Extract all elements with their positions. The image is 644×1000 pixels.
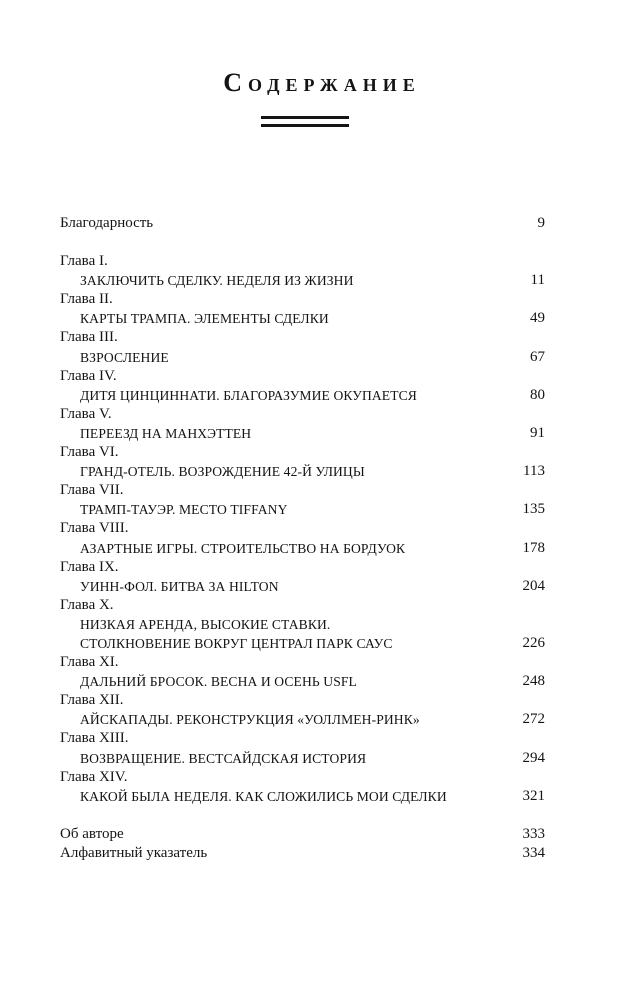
toc-entry-front-page-number: 9 — [537, 215, 545, 231]
toc-spacer — [60, 806, 545, 825]
toc-chapter-title-label: НИЗКАЯ АРЕНДА, ВЫСОКИЕ СТАВКИ. — [80, 616, 331, 632]
toc-chapter-number[interactable] — [60, 558, 545, 577]
toc-chapter-title-label: ТРАМП-ТАУЭР. МЕСТО TIFFANY — [80, 502, 288, 518]
toc-chapter-title-page-number: 248 — [522, 673, 545, 690]
toc-chapter-title-label: КАРТЫ ТРАМПА. ЭЛЕМЕНТЫ СДЕЛКИ — [80, 311, 329, 327]
toc-chapter-title[interactable] — [60, 386, 545, 405]
toc-chapter-number-label: Глава VII. — [60, 482, 124, 499]
toc-chapter-number-label: Глава X. — [60, 596, 114, 613]
toc-chapter-number-label: Глава VI. — [60, 444, 119, 461]
toc-chapter-number[interactable] — [60, 519, 545, 538]
toc-chapter-title[interactable] — [60, 539, 545, 558]
toc-chapter-number-label: Глава IV. — [60, 367, 117, 384]
toc-chapter-number[interactable] — [60, 691, 545, 710]
toc-chapter-title[interactable] — [60, 462, 545, 481]
toc-chapter-number-label: Глава I. — [60, 253, 108, 270]
toc-chapter-title[interactable] — [60, 672, 545, 691]
toc-chapter-title-page-number: 294 — [522, 749, 545, 766]
toc-chapter-title-label: ДАЛЬНИЙ БРОСОК. ВЕСНА И ОСЕНЬ USFL — [80, 674, 357, 690]
toc-chapter-title-page-number: 80 — [530, 386, 545, 403]
toc-chapter-number-label: Глава XIII. — [60, 730, 129, 747]
toc-entry-front-label: Благодарность — [60, 215, 154, 231]
toc-spacer — [60, 233, 545, 252]
toc-chapter-title[interactable] — [60, 348, 545, 367]
toc-entry-front[interactable] — [60, 214, 545, 233]
toc-chapter-title-page-number: 135 — [522, 501, 545, 518]
toc-entry-back[interactable] — [60, 825, 545, 844]
toc-chapter-title-label: АЗАРТНЫЕ ИГРЫ. СТРОИТЕЛЬСТВО НА БОРДУОК — [80, 540, 406, 556]
toc-chapter-title-label: ЗАКЛЮЧИТЬ СДЕЛКУ. НЕДЕЛЯ ИЗ ЖИЗНИ — [80, 273, 354, 289]
toc-chapter-title-page-number: 67 — [530, 348, 545, 365]
toc-chapter-title[interactable] — [60, 634, 545, 653]
toc-chapter-title-page-number: 49 — [530, 310, 545, 327]
toc-chapter-number[interactable] — [60, 596, 545, 615]
title-rule-lower — [261, 124, 349, 127]
toc-chapter-number-label: Глава IX. — [60, 558, 119, 575]
toc-chapter-number-label: Глава XII. — [60, 692, 124, 709]
toc-chapter-number-label: Глава III. — [60, 329, 118, 346]
toc-chapter-title-page-number: 91 — [530, 424, 545, 441]
table-of-contents — [60, 214, 545, 863]
toc-entry-back-label: Алфавитный указатель — [60, 844, 208, 861]
toc-chapter-number[interactable] — [60, 367, 545, 386]
toc-chapter-title-page-number: 204 — [522, 577, 545, 594]
toc-chapter-number[interactable] — [60, 290, 545, 309]
toc-chapter-number-label: Глава II. — [60, 291, 113, 308]
toc-chapter-title-label: КАКОЙ БЫЛА НЕДЕЛЯ. КАК СЛОЖИЛИСЬ МОИ СДЕЛКИ — [80, 788, 447, 804]
toc-chapter-title-label: АЙСКАПАДЫ. РЕКОНСТРУКЦИЯ «УОЛЛМЕН-РИНК» — [80, 712, 420, 728]
toc-chapter-title[interactable] — [60, 424, 545, 443]
toc-chapter-title[interactable] — [60, 710, 545, 729]
toc-entry-back-page-number: 334 — [522, 844, 545, 861]
toc-chapter-title-label: ДИТЯ ЦИНЦИННАТИ. БЛАГОРАЗУМИЕ ОКУПАЕТСЯ — [80, 387, 417, 403]
toc-chapter-title[interactable] — [60, 271, 545, 290]
toc-chapter-number-label: Глава XI. — [60, 654, 119, 671]
toc-chapter-title-page-number: 272 — [522, 711, 545, 728]
title-rule-upper — [261, 116, 349, 119]
toc-chapter-title[interactable] — [60, 500, 545, 519]
toc-chapter-number[interactable] — [60, 405, 545, 424]
toc-chapter-title-page-number: 321 — [522, 787, 545, 804]
toc-chapter-title[interactable] — [60, 749, 545, 768]
toc-chapter-number-label: Глава VIII. — [60, 520, 129, 537]
toc-chapter-title[interactable] — [60, 577, 545, 596]
toc-chapter-title-page-number: 113 — [523, 463, 545, 480]
toc-chapter-number[interactable] — [60, 443, 545, 462]
toc-chapter-title[interactable] — [60, 787, 545, 806]
toc-chapter-title-page-number: 226 — [522, 634, 545, 651]
toc-entry-back-page-number: 333 — [522, 825, 545, 842]
toc-chapter-title-label: ГРАНД-ОТЕЛЬ. ВОЗРОЖДЕНИЕ 42-Й УЛИЦЫ — [80, 464, 365, 480]
toc-chapter-title[interactable] — [60, 309, 545, 328]
toc-entry-back-label: Об авторе — [60, 825, 124, 842]
toc-chapter-number[interactable] — [60, 729, 545, 748]
toc-chapter-number[interactable] — [60, 252, 545, 271]
toc-chapter-number-label: Глава V. — [60, 405, 112, 422]
toc-chapter-number-label: Глава XIV. — [60, 768, 128, 785]
toc-chapter-title-label: ПЕРЕЕЗД НА МАНХЭТТЕН — [80, 425, 252, 441]
page-title: Содержание — [223, 68, 421, 97]
toc-entry-back[interactable] — [60, 844, 545, 863]
toc-chapter-title-page-number: 11 — [530, 272, 545, 289]
toc-chapter-title-page-number: 178 — [522, 539, 545, 556]
toc-chapter-number[interactable] — [60, 768, 545, 787]
toc-chapter-title-label: УИНН-ФОЛ. БИТВА ЗА HILTON — [80, 578, 279, 594]
toc-chapter-title[interactable] — [60, 615, 545, 634]
toc-chapter-number[interactable] — [60, 653, 545, 672]
toc-chapter-number[interactable] — [60, 328, 545, 347]
toc-chapter-title-label: ВОЗВРАЩЕНИЕ. ВЕСТСАЙДСКАЯ ИСТОРИЯ — [80, 750, 367, 766]
toc-chapter-number[interactable] — [60, 481, 545, 500]
toc-chapter-title-label: СТОЛКНОВЕНИЕ ВОКРУГ ЦЕНТРАЛ ПАРК САУС — [80, 635, 393, 651]
toc-chapter-title-label: ВЗРОСЛЕНИЕ — [80, 349, 169, 365]
